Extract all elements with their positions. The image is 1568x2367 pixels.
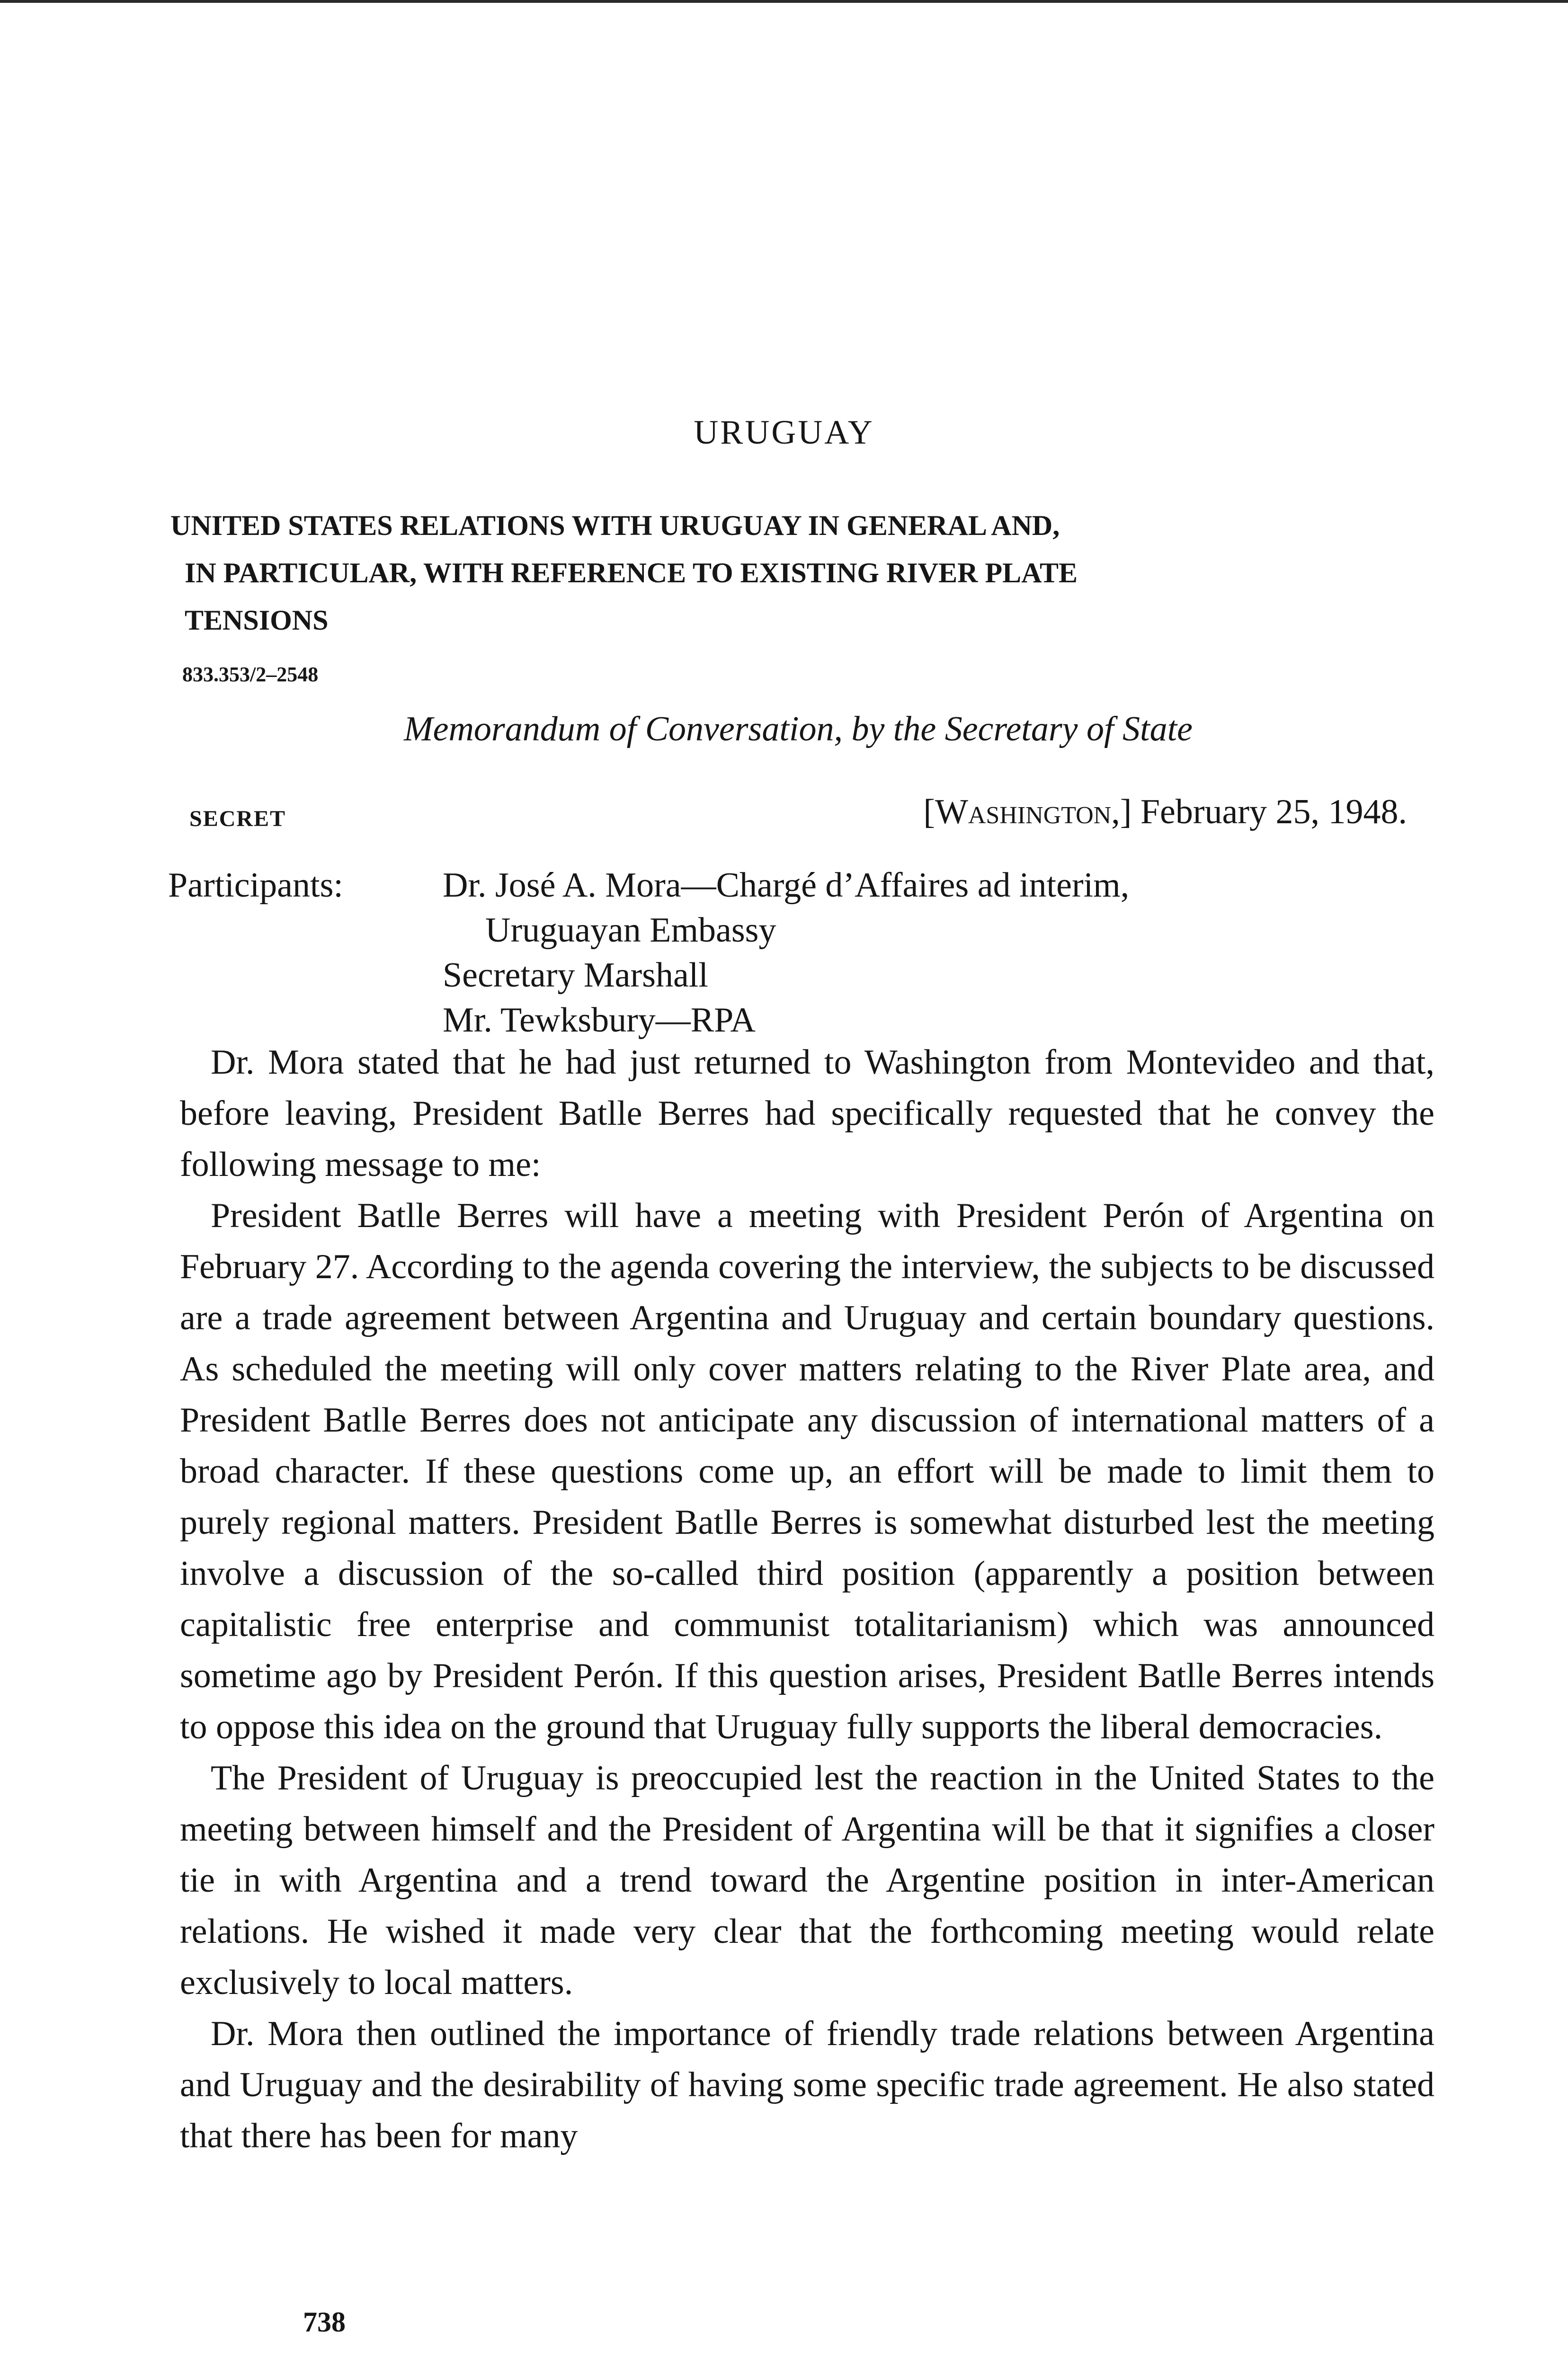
section-heading	[170, 502, 1449, 644]
dateline-place: [Washington,]	[923, 792, 1132, 831]
classification-marking: SECRET	[189, 806, 286, 831]
body-paragraph: Dr. Mora stated that he had just returned to Washington from Montevideo and that, before leaving, President Batlle Berres had specifically requested that he convey the following message to me:	[180, 1043, 1434, 1184]
dateline-date: February 25, 1948.	[1140, 792, 1407, 831]
participant-marshall: Secretary Marshall	[443, 956, 708, 995]
section-heading-line-3: TENSIONS	[185, 605, 329, 636]
top-edge-rule	[0, 0, 1568, 3]
section-heading-line-2: IN PARTICULAR, WITH REFERENCE TO EXISTING RIVER PLATE	[185, 557, 1078, 588]
document-title: Memorandum of Conversation, by the Secretary of State	[403, 710, 1193, 748]
file-number: 833.353/2–2548	[182, 663, 319, 686]
participant-mora-affiliation: Uruguayan Embassy	[485, 911, 776, 950]
memorandum-body	[180, 1037, 1434, 2162]
participant-tewksbury: Mr. Tewksbury—RPA	[443, 1001, 756, 1040]
participant-mora: Dr. José A. Mora—Chargé d’Affaires ad interim,	[443, 866, 1130, 905]
body-paragraph: Dr. Mora then outlined the importance of friendly trade relations between Argentina and Uruguay and the desirability of having some specific trade agreement. He also stated that there has been for many	[180, 2014, 1434, 2155]
dateline	[923, 786, 1407, 838]
country-heading: URUGUAY	[694, 413, 874, 451]
section-heading-line-1: UNITED STATES RELATIONS WITH URUGUAY IN GENERAL AND,	[170, 510, 1060, 541]
body-paragraph: President Batlle Berres will have a meeting with President Perón of Argentina on February 27. According to the agenda covering the interview, the subjects to be discussed are a trade agreement between Argentina and Uruguay and certain boundary questions. As scheduled the meeting will only cover matters relating to the River Plate area, and President Batlle Berres does not anticipate any discussion of international matters of a broad character. If these questions come up, an effort will be made to limit them to purely regional matters. President Batlle Berres is somewhat disturbed lest the meeting involve a discussion of the so-called third position (apparently a position between capitalistic free enterprise and communist totalitarianism) which was announced sometime ago by President Perón. If this question arises, President Batlle Berres intends to oppose this idea on the ground that Uruguay fully supports the liberal democracies.	[180, 1196, 1434, 1746]
page-number: 738	[303, 2306, 346, 2338]
body-paragraph: The President of Uruguay is preoccupied lest the reaction in the United States to the meeting between himself and the President of Argentina will be that it signifies a closer tie in with Argentina and a trend toward the Argentine position in inter-American relations. He wished it made very clear that the forthcoming meeting would relate exclusively to local matters.	[180, 1759, 1434, 2002]
participants-label: Participants:	[168, 866, 343, 905]
